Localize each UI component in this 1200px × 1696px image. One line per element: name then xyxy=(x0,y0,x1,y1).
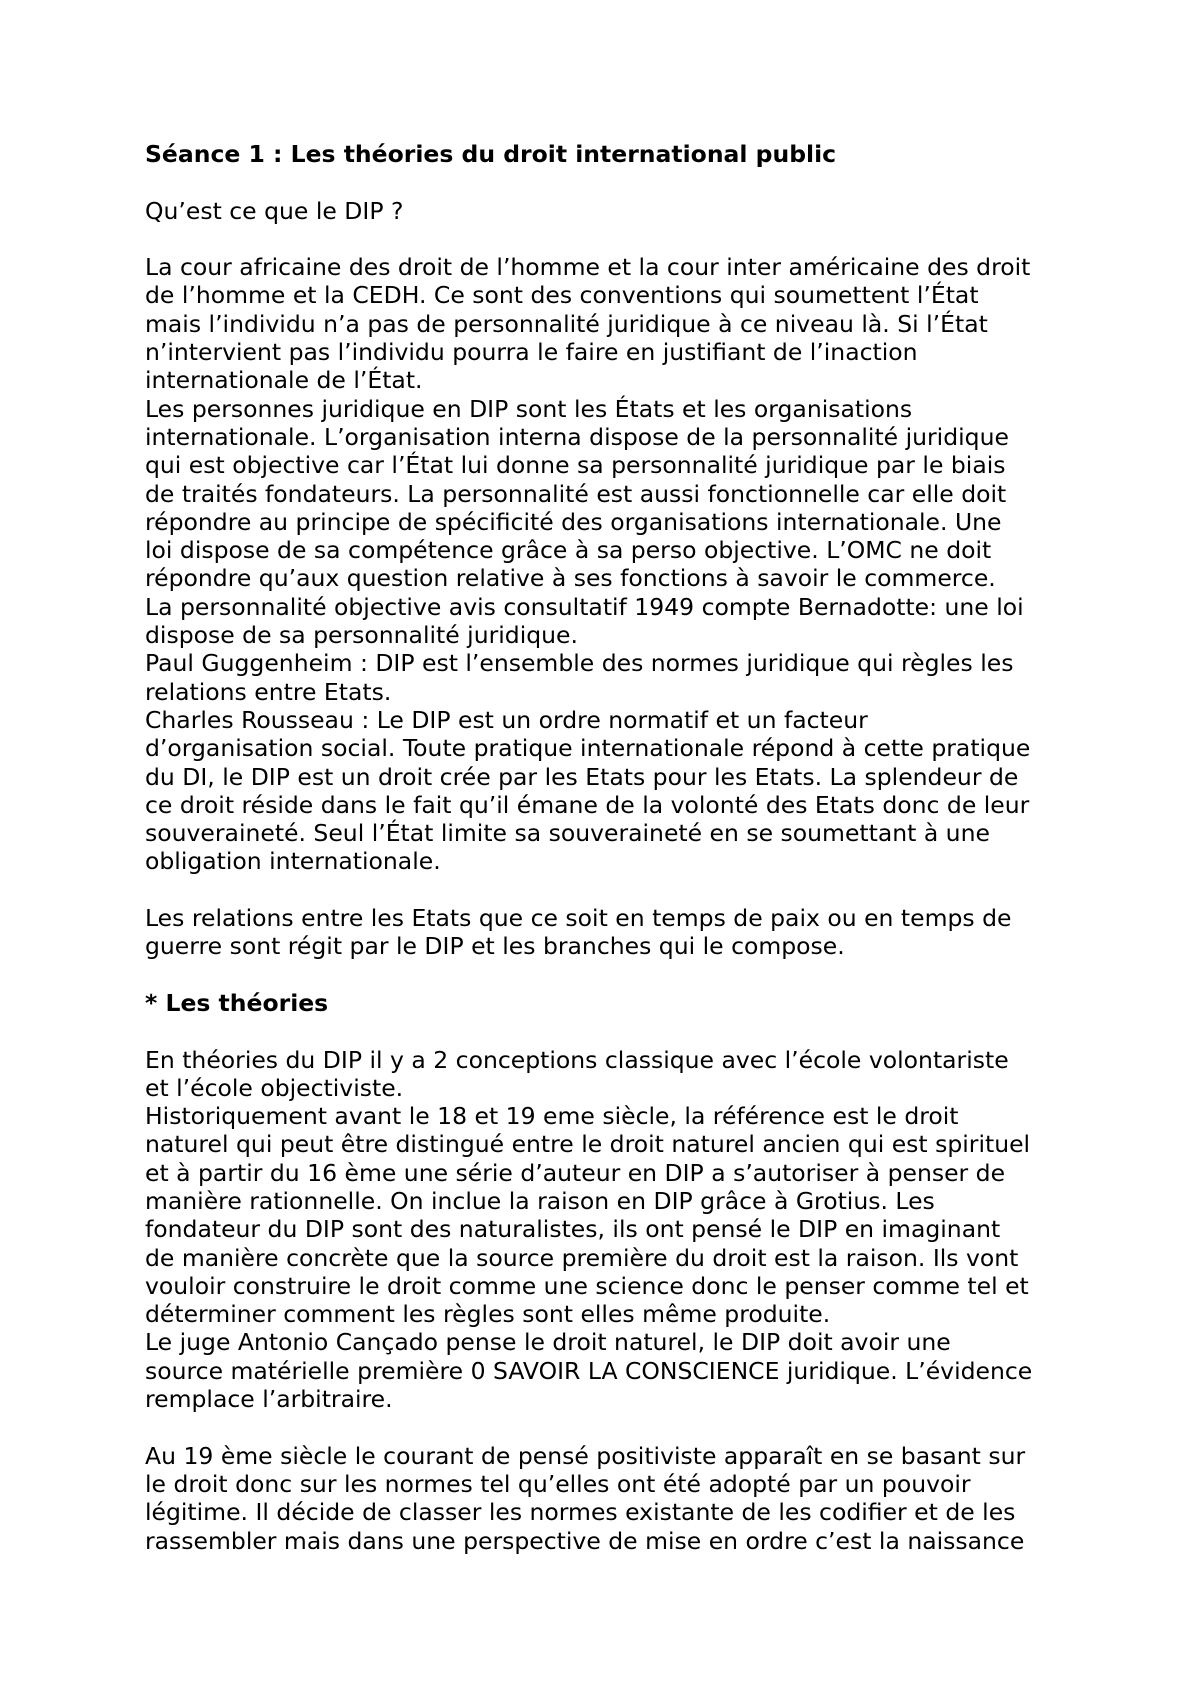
text-line: Les relations entre les Etats que ce soit en temps de paix ou en temps de xyxy=(145,904,1012,933)
text-line: déterminer comment les règles sont elles même produite. xyxy=(145,1300,831,1329)
text-line: naturel qui peut être distingué entre le droit naturel ancien qui est spirituel xyxy=(145,1130,1031,1159)
text-line: La cour africaine des droit de l’homme et la cour inter américaine des droit xyxy=(145,253,1031,282)
document-body xyxy=(145,140,1075,1555)
text-line: de traités fondateurs. La personnalité est aussi fonctionnelle car elle doit xyxy=(145,479,1007,508)
paragraph-2 xyxy=(145,904,1075,961)
spacer xyxy=(145,1017,1075,1045)
text-line: répondre au principe de spécificité des organisations internationale. Une xyxy=(145,507,1002,536)
text-line: du DI, le DIP est un droit crée par les Etats pour les Etats. La splendeur de xyxy=(145,762,1019,791)
text-line: remplace l’arbitraire. xyxy=(145,1385,393,1414)
text-line: répondre qu’aux question relative à ses fonctions à savoir le commerce. xyxy=(145,564,996,593)
section-heading: * Les théories xyxy=(145,988,329,1017)
paragraph-3 xyxy=(145,1046,1075,1414)
text-line: internationale de l’État. xyxy=(145,366,423,395)
text-line: vouloir construire le droit comme une science donc le penser comme tel et xyxy=(145,1271,1029,1300)
text-line: de manière concrète que la source première du droit est la raison. Ils vont xyxy=(145,1243,1019,1272)
question-line: Qu’est ce que le DIP ? xyxy=(145,196,404,225)
text-line: internationale. L’organisation interna dispose de la personnalité juridique xyxy=(145,422,1009,451)
text-line: obligation internationale. xyxy=(145,847,441,876)
text-line: de l’homme et la CEDH. Ce sont des conventions qui soumettent l’État xyxy=(145,281,979,310)
text-line: n’intervient pas l’individu pourra le faire en justifiant de l’inaction xyxy=(145,338,918,367)
document-title: Séance 1 : Les théories du droit international public xyxy=(145,140,837,168)
text-line: Au 19 ème siècle le courant de pensé positiviste apparaît en se basant sur xyxy=(145,1441,1026,1470)
text-line: Le juge Antonio Cançado pense le droit naturel, le DIP doit avoir une xyxy=(145,1328,951,1357)
spacer xyxy=(145,1413,1075,1441)
spacer xyxy=(145,961,1075,989)
text-line: source matérielle première 0 SAVOIR LA CONSCIENCE juridique. L’évidence xyxy=(145,1356,1033,1385)
spacer xyxy=(145,225,1075,253)
spacer xyxy=(145,876,1075,904)
text-line: le droit donc sur les normes tel qu’elles ont été adopté par un pouvoir xyxy=(145,1469,971,1498)
text-line: qui est objective car l’État lui donne sa personnalité juridique par le biais xyxy=(145,451,1006,480)
text-line: d’organisation social. Toute pratique internationale répond à cette pratique xyxy=(145,734,1031,763)
text-line: Les personnes juridique en DIP sont les États et les organisations xyxy=(145,394,913,423)
text-line: et l’école objectiviste. xyxy=(145,1073,404,1102)
text-line: fondateur du DIP sont des naturalistes, ils ont pensé le DIP en imaginant xyxy=(145,1215,1001,1244)
text-line: légitime. Il décide de classer les normes existante de les codifier et de les xyxy=(145,1498,1016,1527)
text-line: Historiquement avant le 18 et 19 eme siècle, la référence est le droit xyxy=(145,1102,959,1131)
paragraph-4 xyxy=(145,1442,1075,1555)
text-line: mais l’individu n’a pas de personnalité juridique à ce niveau là. Si l’État xyxy=(145,309,988,338)
text-line: En théories du DIP il y a 2 conceptions classique avec l’école volontariste xyxy=(145,1045,1009,1074)
text-line: La personnalité objective avis consultatif 1949 compte Bernadotte: une loi xyxy=(145,592,1024,621)
text-line: relations entre Etats. xyxy=(145,677,392,706)
text-line: souveraineté. Seul l’État limite sa souveraineté en se soumettant à une xyxy=(145,819,990,848)
text-line: loi dispose de sa compétence grâce à sa perso objective. L’OMC ne doit xyxy=(145,536,992,565)
text-line: guerre sont régit par le DIP et les branches qui le compose. xyxy=(145,932,845,961)
text-line: ce droit réside dans le fait qu’il émane de la volonté des Etats donc de leur xyxy=(145,790,1030,819)
paragraph-1 xyxy=(145,253,1075,876)
text-line: Charles Rousseau : Le DIP est un ordre normatif et un facteur xyxy=(145,705,868,734)
text-line: manière rationnelle. On inclue la raison en DIP grâce à Grotius. Les xyxy=(145,1186,935,1215)
text-line: dispose de sa personnalité juridique. xyxy=(145,621,578,650)
text-line: Paul Guggenheim : DIP est l’ensemble des normes juridique qui règles les xyxy=(145,649,1014,678)
text-line: et à partir du 16 ème une série d’auteur en DIP a s’autoriser à penser de xyxy=(145,1158,1006,1187)
text-line: rassembler mais dans une perspective de mise en ordre c’est la naissance xyxy=(145,1526,1025,1555)
spacer xyxy=(145,168,1075,196)
